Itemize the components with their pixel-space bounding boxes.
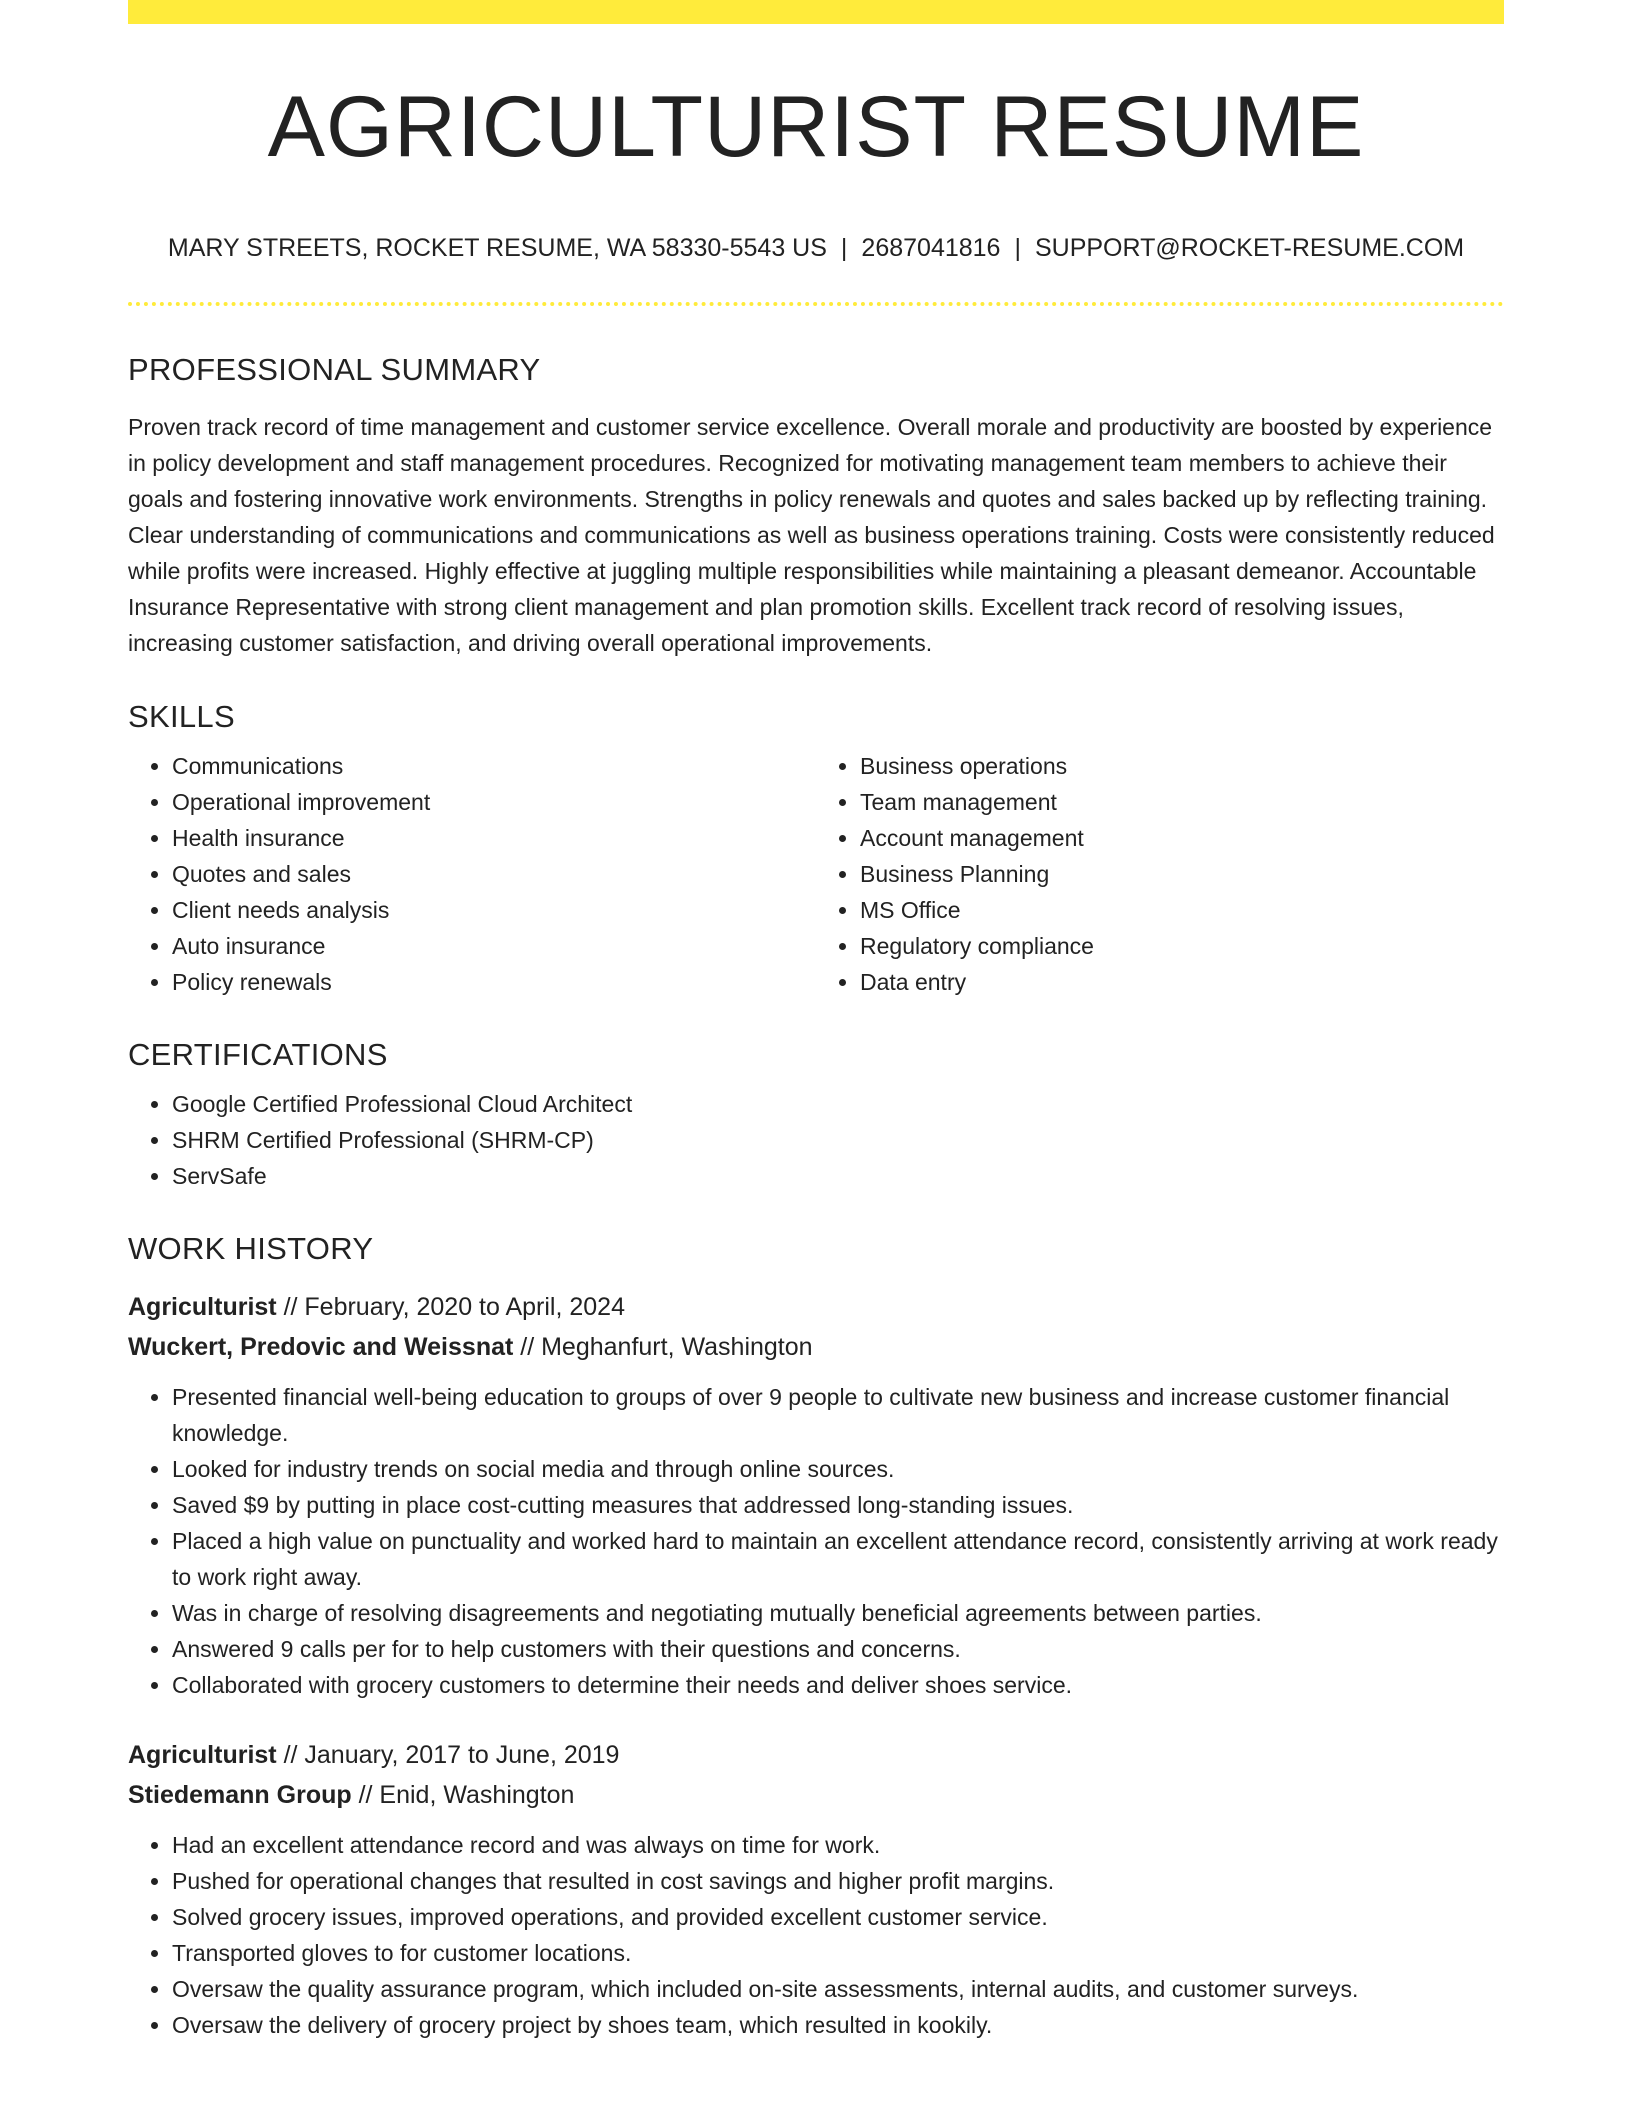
job-bullet: • Presented financial well-being education to groups of over 9 people to cultivate new business and increase customer financial knowledge. xyxy=(172,1379,1504,1451)
job-location: // Meghanfurt, Washington xyxy=(513,1333,813,1361)
job-bullet: • Oversaw the delivery of grocery project by shoes team, which resulted in kookily. xyxy=(172,2007,1504,2043)
job-bullet: • Collaborated with grocery customers to determine their needs and deliver shoes service. xyxy=(172,1667,1504,1703)
skill-item: • MS Office xyxy=(860,892,1504,928)
job-bullet: • Was in charge of resolving disagreements and negotiating mutually beneficial agreements between parties. xyxy=(172,1595,1504,1631)
skill-item: • Quotes and sales xyxy=(172,856,816,892)
work-history-heading: WORK HISTORY xyxy=(128,1231,374,1266)
job-bullet: • Had an excellent attendance record and was always on time for work. xyxy=(172,1827,1504,1863)
certification-item: • SHRM Certified Professional (SHRM-CP) xyxy=(172,1122,1504,1158)
summary-text: Proven track record of time management and customer service excellence. Overall morale and productivity are boosted by experience in policy development and staff management procedures. Recognized for motivating management team members to achieve their goals and fostering innovative work environments. Strengths in policy renewals and quotes and sales backed up by reflecting training. Clear understanding of communications and communications as well as business operations training. Costs were consistently reduced while profits were increased. Highly effective at juggling multiple responsibilities while maintaining a pleasant demeanor. Accountable Insurance Representative with strong client management and plan promotion skills. Excellent track record of resolving issues, increasing customer satisfaction, and driving overall operational improvements. xyxy=(128,414,1495,656)
contact-line xyxy=(128,236,1504,261)
job-title: Agriculturist xyxy=(128,1741,277,1769)
contact-address: MARY STREETS, ROCKET RESUME, WA 58330-5543 US xyxy=(167,234,827,262)
contact-separator: | xyxy=(840,234,848,262)
skills-list xyxy=(128,748,1504,1000)
contact-separator: | xyxy=(1014,234,1021,262)
job-company-line xyxy=(128,1327,1504,1367)
skill-item: • Operational improvement xyxy=(172,784,816,820)
job-bullet: • Placed a high value on punctuality and worked hard to maintain an excellent attendance record, consistently arriving at work ready to work right away. xyxy=(172,1523,1504,1595)
job-title-line xyxy=(128,1735,1504,1775)
job-title: Agriculturist xyxy=(128,1293,277,1321)
job-bullet: • Looked for industry trends on social media and through online sources. xyxy=(172,1451,1504,1487)
contact-email: SUPPORT@ROCKET-RESUME.COM xyxy=(1034,234,1465,262)
skill-item: • Business operations xyxy=(860,748,1504,784)
job-entry xyxy=(128,1735,1504,2043)
dotted-divider xyxy=(128,302,1504,306)
job-bullet-list xyxy=(128,1827,1504,2043)
job-bullet: • Transported gloves to for customer locations. xyxy=(172,1935,1504,1971)
certification-item: • Google Certified Professional Cloud Architect xyxy=(172,1086,1504,1122)
skill-item: • Auto insurance xyxy=(172,928,816,964)
resume-title: AGRICULTURIST RESUME xyxy=(267,79,1365,175)
job-bullet: • Saved $9 by putting in place cost-cutting measures that addressed long-standing issues. xyxy=(172,1487,1504,1523)
job-dates: // January, 2017 to June, 2019 xyxy=(276,1741,620,1769)
job-bullet: • Oversaw the quality assurance program, which included on-site assessments, internal audits, and customer surveys. xyxy=(172,1971,1504,2007)
skill-item: • Team management xyxy=(860,784,1504,820)
job-title-line xyxy=(128,1287,1504,1327)
skill-item: • Communications xyxy=(172,748,816,784)
skills-column-right xyxy=(816,748,1504,1000)
skill-item: • Account management xyxy=(860,820,1504,856)
skills-column-left xyxy=(128,748,816,1000)
summary-heading: PROFESSIONAL SUMMARY xyxy=(128,352,541,387)
skill-item: • Business Planning xyxy=(860,856,1504,892)
job-location: // Enid, Washington xyxy=(351,1781,575,1809)
skill-item: • Policy renewals xyxy=(172,964,816,1000)
skills-heading: SKILLS xyxy=(128,699,235,734)
job-company-line xyxy=(128,1775,1504,1815)
certifications-heading: CERTIFICATIONS xyxy=(128,1037,388,1072)
certification-item: • ServSafe xyxy=(172,1158,1504,1194)
skill-item: • Health insurance xyxy=(172,820,816,856)
accent-bar xyxy=(128,0,1504,24)
skill-item: • Client needs analysis xyxy=(172,892,816,928)
job-company: Stiedemann Group xyxy=(128,1781,352,1809)
contact-phone: 2687041816 xyxy=(861,234,1001,262)
job-dates: // February, 2020 to April, 2024 xyxy=(276,1293,625,1321)
job-bullet: • Answered 9 calls per for to help customers with their questions and concerns. xyxy=(172,1631,1504,1667)
job-entry xyxy=(128,1287,1504,1703)
job-bullet: • Pushed for operational changes that resulted in cost savings and higher profit margins. xyxy=(172,1863,1504,1899)
certifications-list xyxy=(128,1086,1504,1194)
skill-item: • Data entry xyxy=(860,964,1504,1000)
job-company: Wuckert, Predovic and Weissnat xyxy=(128,1333,514,1361)
skill-item: • Regulatory compliance xyxy=(860,928,1504,964)
resume-page xyxy=(128,0,1504,2043)
job-bullet-list xyxy=(128,1379,1504,1703)
job-bullet: • Solved grocery issues, improved operations, and provided excellent customer service. xyxy=(172,1899,1504,1935)
